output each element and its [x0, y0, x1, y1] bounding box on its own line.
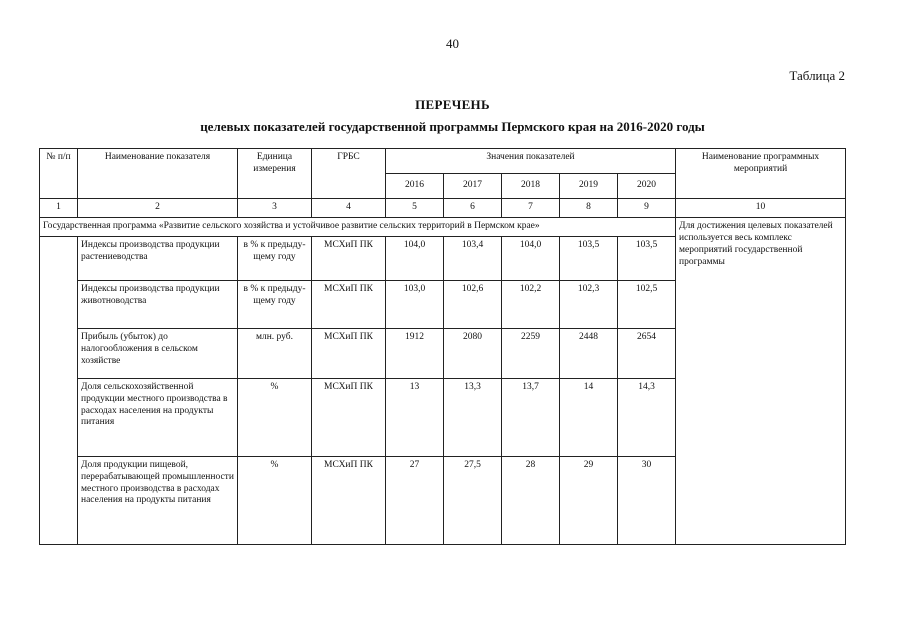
indicator-unit: в % к предыду-щему году — [238, 280, 312, 328]
program-row — [40, 217, 846, 236]
column-numbers-row — [40, 199, 846, 218]
column-number: 6 — [444, 199, 502, 218]
header-unit: Единица измерения — [238, 149, 312, 199]
indicator-value: 2259 — [502, 328, 560, 378]
header-year: 2016 — [386, 174, 444, 199]
indicator-unit: в % к предыду-щему году — [238, 236, 312, 280]
header-year: 2018 — [502, 174, 560, 199]
column-number: 4 — [312, 199, 386, 218]
header-year: 2019 — [560, 174, 618, 199]
indicator-value: 27 — [386, 456, 444, 544]
indicator-value: 104,0 — [502, 236, 560, 280]
indicator-value: 2448 — [560, 328, 618, 378]
header-values: Значения показателей — [386, 149, 676, 174]
indicator-name: Доля продукции пищевой, перерабатывающей промышленности местного производства в расходах населения на продукты питания — [78, 456, 238, 544]
indicator-value: 28 — [502, 456, 560, 544]
indicator-value: 14 — [560, 378, 618, 456]
measures-cell: Для достижения целевых показателей используется весь комплекс мероприятий государственной программы — [676, 217, 846, 544]
header-year: 2017 — [444, 174, 502, 199]
column-number: 1 — [40, 199, 78, 218]
indicator-grbs: МСХиП ПК — [312, 328, 386, 378]
indicator-value: 102,6 — [444, 280, 502, 328]
indicator-value: 14,3 — [618, 378, 676, 456]
indicators-table — [39, 148, 846, 545]
column-number: 3 — [238, 199, 312, 218]
indicator-grbs: МСХиП ПК — [312, 378, 386, 456]
header-year: 2020 — [618, 174, 676, 199]
indicator-value: 13,3 — [444, 378, 502, 456]
page-number: 40 — [446, 36, 459, 51]
indicator-value: 102,5 — [618, 280, 676, 328]
program-name: Государственная программа «Развитие сельского хозяйства и устойчивое развитие сельских территорий в Пермском крае» — [40, 217, 676, 236]
column-number: 7 — [502, 199, 560, 218]
indicator-name: Доля сельскохозяйственной продукции местного производства в расходах населения на продукты питания — [78, 378, 238, 456]
indicator-value: 13,7 — [502, 378, 560, 456]
indicator-value: 103,0 — [386, 280, 444, 328]
indicator-value: 27,5 — [444, 456, 502, 544]
column-number: 8 — [560, 199, 618, 218]
indicator-unit: % — [238, 378, 312, 456]
indicator-value: 29 — [560, 456, 618, 544]
indicator-value: 30 — [618, 456, 676, 544]
header-row — [40, 149, 846, 174]
indicator-grbs: МСХиП ПК — [312, 236, 386, 280]
column-number: 10 — [676, 199, 846, 218]
column-number: 5 — [386, 199, 444, 218]
indicator-value: 2080 — [444, 328, 502, 378]
indicator-value: 103,5 — [618, 236, 676, 280]
indicator-value: 13 — [386, 378, 444, 456]
column-number: 9 — [618, 199, 676, 218]
table-label: Таблица 2 — [789, 68, 845, 83]
header-grbs: ГРБС — [312, 149, 386, 199]
indicator-name: Индексы производства продукции растениеводства — [78, 236, 238, 280]
indicator-value: 102,3 — [560, 280, 618, 328]
indicator-grbs: МСХиП ПК — [312, 280, 386, 328]
indicator-grbs: МСХиП ПК — [312, 456, 386, 544]
indicator-value: 103,4 — [444, 236, 502, 280]
page-subtitle: целевых показателей государственной программы Пермского края на 2016-2020 годы — [200, 119, 705, 134]
indicator-value: 104,0 — [386, 236, 444, 280]
indicator-unit: % — [238, 456, 312, 544]
indicator-name: Индексы производства продукции животноводства — [78, 280, 238, 328]
row-num-cell — [40, 236, 78, 544]
header-name: Наименование показателя — [78, 149, 238, 199]
indicator-value: 103,5 — [560, 236, 618, 280]
page-title: ПЕРЕЧЕНЬ — [415, 97, 490, 112]
indicator-unit: млн. руб. — [238, 328, 312, 378]
indicator-name: Прибыль (убыток) до налогообложения в сельском хозяйстве — [78, 328, 238, 378]
column-number: 2 — [78, 199, 238, 218]
indicator-value: 1912 — [386, 328, 444, 378]
indicator-value: 102,2 — [502, 280, 560, 328]
header-measures: Наименование программных мероприятий — [676, 149, 846, 199]
header-num: № п/п — [40, 149, 78, 199]
indicator-value: 2654 — [618, 328, 676, 378]
